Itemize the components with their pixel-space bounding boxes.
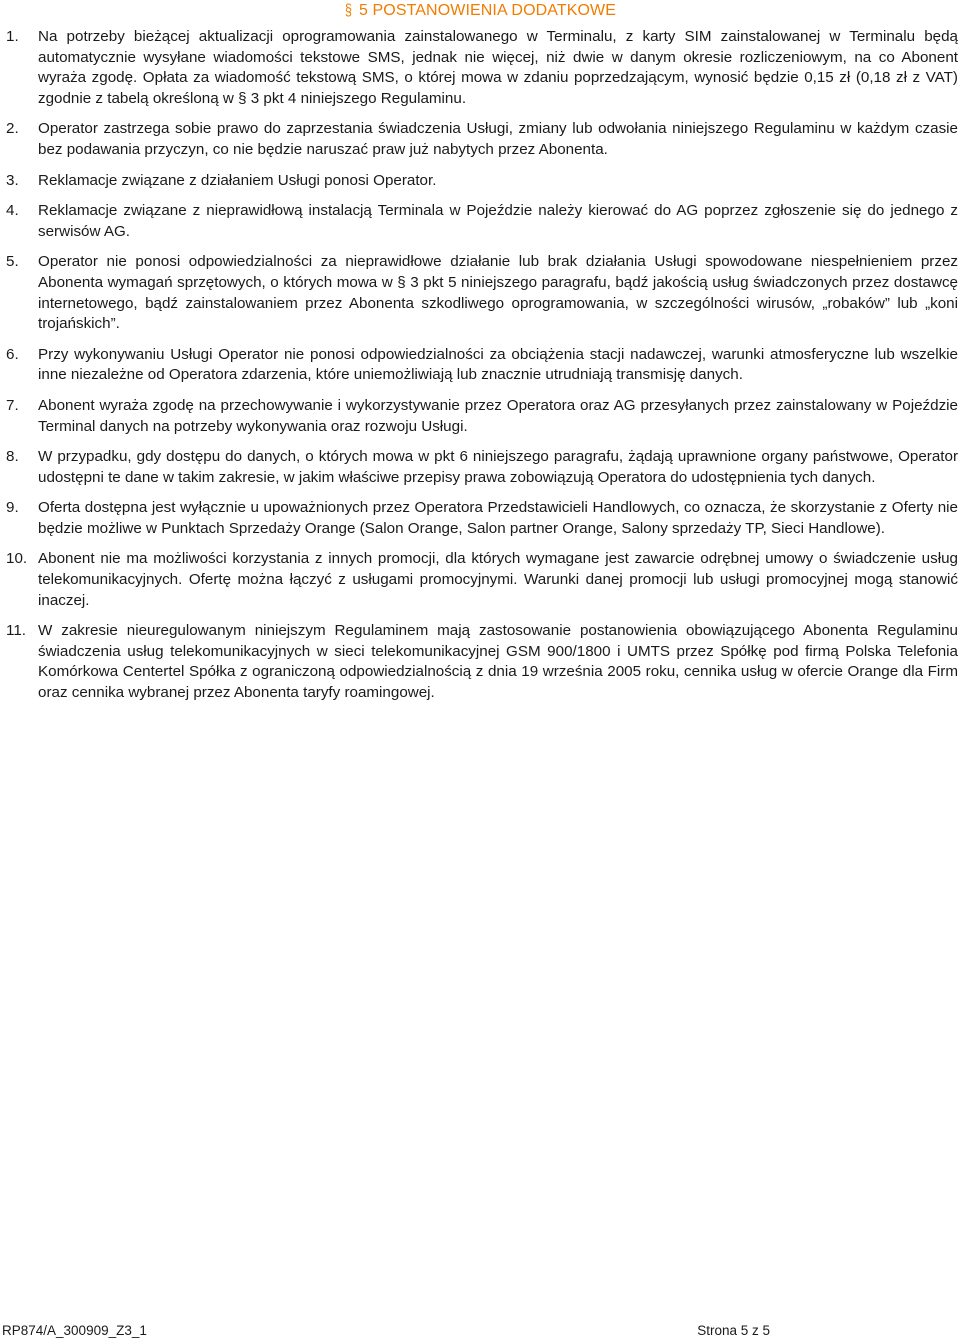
- clause-number: 2.: [6, 120, 19, 138]
- clause-text: W zakresie nieuregulowanym niniejszym Regulaminem mają zastosowanie postanowienia obowiązującego Abonenta Regulaminu świadczenia usług telekomunikacyjnych w sieci telekomunikacyjnej GSM 900/1800 i UMTS przez Spółkę pod firmą Polska Telefonia Komórkowa Centertel Spółka z ograniczoną odpowiedzialnością z dnia 19 września 2005 roku, cennika usług w ofercie Orange dla Firm oraz cennika wybranej przez Abonenta taryfy roamingowej.: [38, 622, 958, 702]
- clause-item: [6, 498, 958, 539]
- clause-text: W przypadku, gdy dostępu do danych, o których mowa w pkt 6 niniejszego paragrafu, żądają uprawnione organy państwowe, Operator udostępni te dane w takim zakresie, w jakim właściwe przepisy prawa zobowiązują Operatora do udostępnienia tych danych.: [38, 448, 958, 486]
- clause-number: 11.: [6, 622, 26, 640]
- document-code: RP874/A_300909_Z3_1: [2, 1323, 147, 1338]
- section-heading: [0, 0, 960, 22]
- page-footer: [2, 1322, 770, 1340]
- clause-item: [6, 549, 958, 611]
- clause-number: 8.: [6, 448, 19, 466]
- clause-text: Operator zastrzega sobie prawo do zaprzestania świadczenia Usługi, zmiany lub odwołania niniejszego Regulaminu w każdym czasie bez podawania przyczyn, co nie będzie naruszać praw już nabytych przez Abonenta.: [38, 120, 958, 158]
- clause-item: [6, 621, 958, 703]
- page-number: Strona 5 z 5: [697, 1323, 770, 1338]
- clause-text: Reklamacje związane z nieprawidłową instalacją Terminala w Pojeździe należy kierować do AG poprzez zgłoszenie się do jednego z serwisów AG.: [38, 202, 958, 240]
- clause-number: 5.: [6, 253, 19, 271]
- clause-text: Abonent wyraża zgodę na przechowywanie i wykorzystywanie przez Operatora oraz AG przesyłanych przez zainstalowany w Pojeździe Terminal danych na potrzeby wykonywania oraz rozwoju Usługi.: [38, 396, 958, 435]
- section-title: 5 POSTANOWIENIA DODATKOWE: [358, 2, 617, 19]
- clause-item: [6, 447, 958, 488]
- clause-item: [6, 396, 958, 437]
- clause-number: 9.: [6, 499, 19, 517]
- clause-item: [6, 345, 958, 386]
- section-symbol: §: [344, 2, 353, 19]
- clauses-list: [6, 27, 958, 714]
- clause-text: Reklamacje związane z działaniem Usługi ponosi Operator.: [38, 171, 437, 189]
- clause-number: 10.: [6, 550, 28, 568]
- clause-number: 4.: [6, 202, 19, 220]
- clause-text: Na potrzeby bieżącej aktualizacji oprogramowania zainstalowanego w Terminalu, z karty SIM zainstalowanej w Terminalu będą automatycznie wysyłane wiadomości tekstowe SMS, jednak nie więcej, niż dwie w danym okresie rozliczeniowym, na co Abonent wyraża zgodę. Opłata za wiadomość tekstową SMS, o której mowa w zdaniu poprzedzającym, wynosić będzie 0,15 zł (0,18 zł z VAT) zgodnie z tabelą określoną w § 3 pkt 4 niniejszego Regulaminu.: [38, 28, 958, 107]
- clause-item: [6, 201, 958, 242]
- clause-item: [6, 171, 958, 192]
- clause-text: Oferta dostępna jest wyłącznie u upoważnionych przez Operatora Przedstawicieli Handlowych, co oznacza, że skorzystanie z Oferty nie będzie możliwe w Punktach Sprzedaży Orange (Salon Orange, Salon partner Orange, Salony sprzedaży TP, Sieci Handlowe).: [38, 499, 958, 537]
- clause-text: Abonent nie ma możliwości korzystania z innych promocji, dla których wymagane jest zawarcie odrębnej umowy o świadczenie usług telekomunikacyjnych. Ofertę można łączyć z usługami promocyjnymi. Warunki danej promocji lub usługi promocyjnej mogą stanowić inaczej.: [38, 550, 958, 609]
- clause-item: [6, 252, 958, 334]
- clause-item: [6, 119, 958, 160]
- clause-item: [6, 27, 958, 109]
- clause-number: 7.: [6, 396, 19, 414]
- clause-text: Przy wykonywaniu Usługi Operator nie ponosi odpowiedzialności za obciążenia stacji nadawczej, warunki atmosferyczne lub wszelkie inne niezależne od Operatora zdarzenia, które uniemożliwiają lub znacznie utrudniają transmisję danych.: [38, 345, 958, 384]
- clause-number: 3.: [6, 171, 19, 189]
- clause-number: 6.: [6, 345, 19, 363]
- clause-text: Operator nie ponosi odpowiedzialności za nieprawidłowe działanie lub brak działania Usługi spowodowane niespełnieniem przez Abonenta wymagań sprzętowych, o których mowa w § 3 pkt 5 niniejszego paragrafu, bądź jakością usług świadczonych przez dostawcę internetowego, bądź zainstalowaniem przez Abonenta szkodliwego oprogramowania, w szczególności wirusów, „robaków” lub „koni trojańskich”.: [38, 253, 958, 333]
- clause-number: 1.: [6, 28, 19, 45]
